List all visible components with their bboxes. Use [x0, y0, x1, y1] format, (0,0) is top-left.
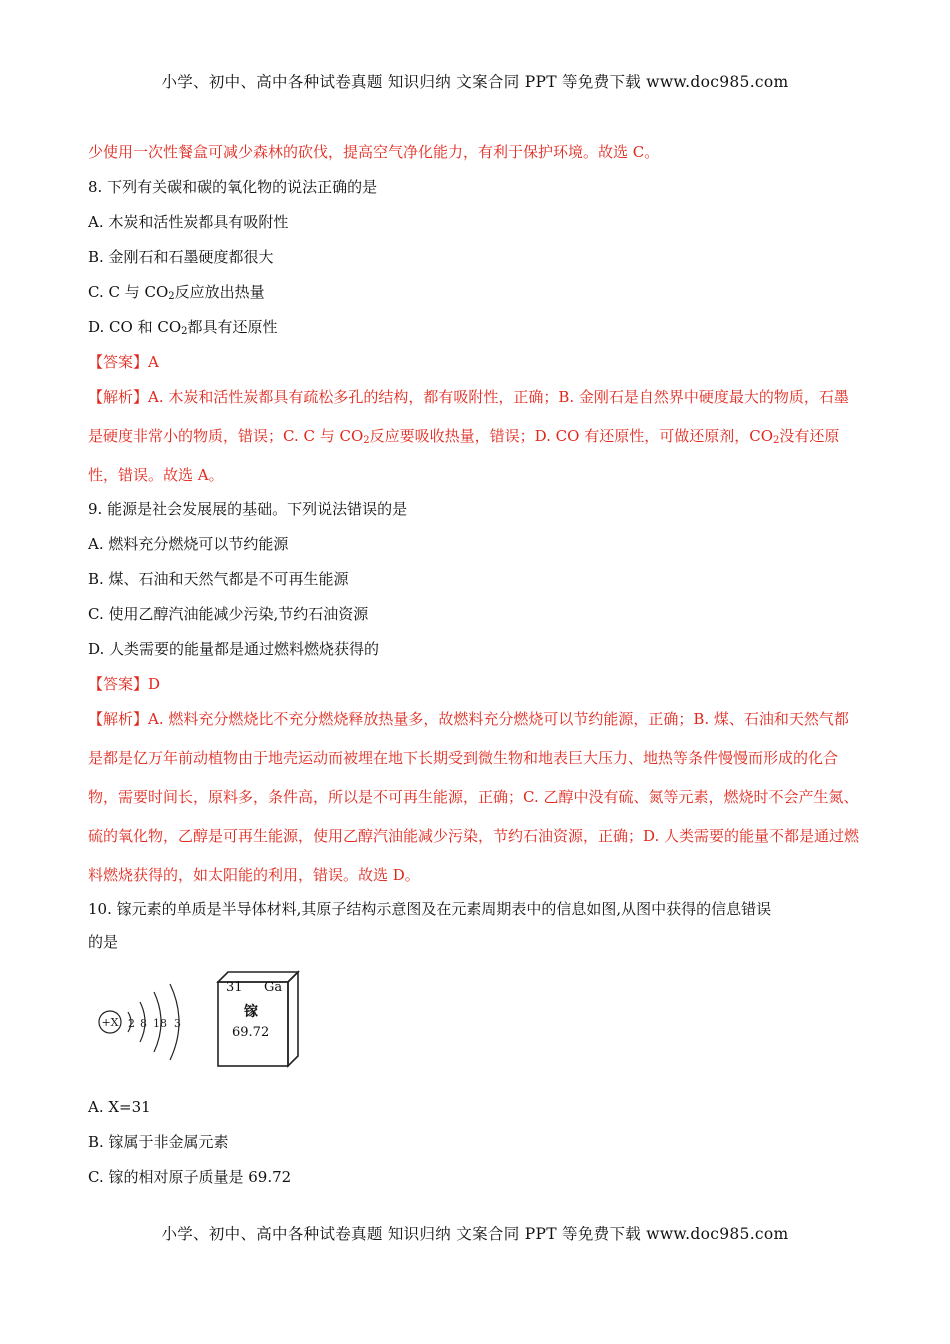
q9-answer: 【答案】D	[88, 675, 161, 693]
header-banner: 小学、初中、高中各种试卷真题 知识归纳 文案合同 PPT 等免费下载 www.doc985.com	[161, 73, 789, 91]
q10-option-a: A. X=31	[88, 1098, 151, 1116]
q9-option-a: A. 燃料充分燃烧可以节约能源	[88, 535, 289, 553]
shell-electrons-4: 3	[174, 1017, 181, 1030]
q9-option-b: B. 煤、石油和天然气都是不可再生能源	[88, 570, 349, 588]
q8-answer: 【答案】A	[88, 353, 159, 371]
page-content	[88, 143, 863, 1203]
q10-figure	[88, 956, 863, 1086]
atomic-number: 31	[226, 980, 243, 995]
q8-option-a: A. 木炭和活性炭都具有吸附性	[88, 213, 289, 231]
previous-explanation-tail: 少使用一次性餐盒可减少森林的砍伐，提高空气净化能力，有利于保护环境。故选 C。	[88, 143, 660, 161]
q9-stem: 9. 能源是社会发展展的基础。下列说法错误的是	[88, 500, 408, 518]
q8-option-d: D. CO 和 $CO_2$都具有还原性	[88, 318, 278, 337]
q10-stem-line1: 10. 镓元素的单质是半导体材料,其原子结构示意图及在元素周期表中的信息如图,从图中获得的信息错误	[88, 900, 772, 918]
q8-explanation: 【解析】A. 木炭和活性炭都具有疏松多孔的结构，都有吸附性，正确；B. 金刚石是自然界中硬度最大的物质，石墨是硬度非常小的物质，错误；C. C 与 $CO_2$反应要吸收热量，错误；D. CO 有还原性，可做还原剂，$CO_2$没有还原性，错误。故选 A。	[88, 388, 849, 484]
q8-option-b: B. 金刚石和石墨硬度都很大	[88, 248, 274, 266]
atomic-mass: 69.72	[232, 1025, 270, 1040]
footer-banner: 小学、初中、高中各种试卷真题 知识归纳 文案合同 PPT 等免费下载 www.doc985.com	[161, 1225, 789, 1243]
element-name: 镓	[244, 1004, 258, 1020]
q8-option-c: C. C 与 $CO_2$反应放出热量	[88, 283, 265, 302]
atom-structure-diagram	[94, 972, 204, 1072]
q8-stem: 8. 下列有关碳和碳的氧化物的说法正确的是	[88, 178, 378, 196]
q10-stem-line2: 的是	[88, 933, 119, 951]
shell-electrons-2: 8	[140, 1017, 147, 1030]
shell-electrons-3: 18	[153, 1017, 167, 1030]
shell-electrons-1: 2	[128, 1017, 135, 1030]
nucleus-label: +X	[101, 1016, 119, 1029]
q9-explanation: 【解析】A. 燃料充分燃烧比不充分燃烧释放热量多，故燃料充分燃烧可以节约能源，正确；B. 煤、石油和天然气都是都是亿万年前动植物由于地壳运动而被埋在地下长期受到微生物和地表巨大压力、地热等条件慢慢而形成的化合物，需要时间长，原料多，条件高，所以是不可再生能源，正确；C. 乙醇中没有硫、氮等元素，燃烧时不会产生氮、硫的氧化物，乙醇是可再生能源，使用乙醇汽油能减少污染，节约石油资源，正确；D. 人类需要的能量不都是通过燃料燃烧获得的，如太阳能的利用，错误。故选 D。	[88, 710, 860, 884]
periodic-table-cell	[216, 970, 316, 1070]
q9-option-d: D. 人类需要的能量都是通过燃料燃烧获得的	[88, 640, 380, 658]
q9-option-c: C. 使用乙醇汽油能减少污染,节约石油资源	[88, 605, 369, 623]
q10-option-b: B. 镓属于非金属元素	[88, 1133, 229, 1151]
q10-option-c: C. 镓的相对原子质量是 69.72	[88, 1168, 292, 1186]
element-symbol: Ga	[264, 980, 283, 995]
